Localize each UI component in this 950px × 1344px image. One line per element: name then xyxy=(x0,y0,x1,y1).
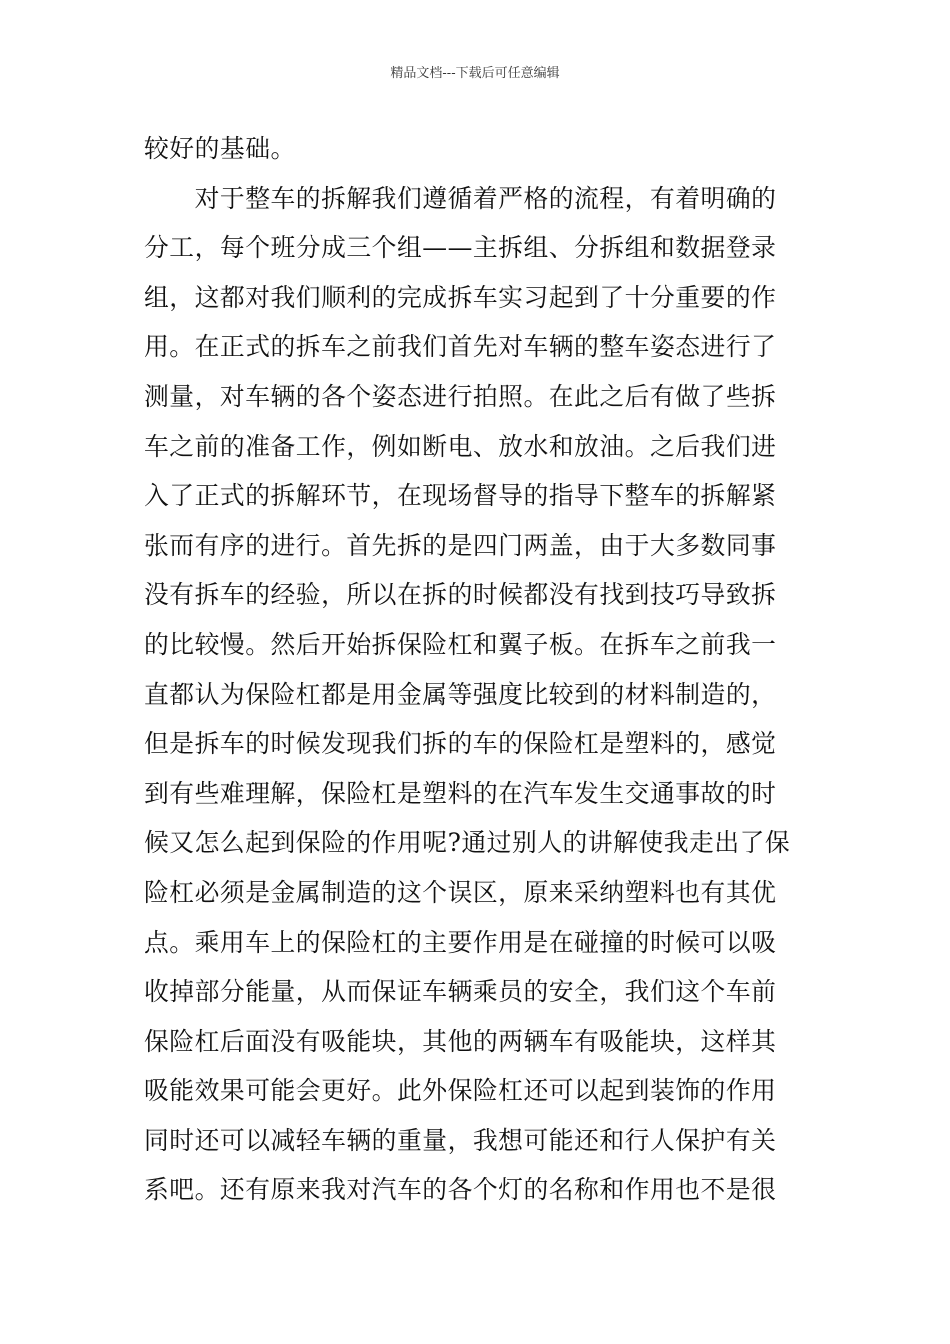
text-line: 组，这都对我们顺利的完成拆车实习起到了十分重要的作 xyxy=(144,282,777,312)
document-body xyxy=(144,124,808,1215)
text-line: 吸能效果可能会更好。此外保险杠还可以起到装饰的作用 xyxy=(144,1076,777,1106)
text-line: 车之前的准备工作，例如断电、放水和放油。之后我们进 xyxy=(144,431,777,461)
text-line: 张而有序的进行。首先拆的是四门两盖，由于大多数同事 xyxy=(144,530,777,560)
text-line: 较好的基础。 xyxy=(144,134,296,163)
text-line: 直都认为保险杠都是用金属等强度比较到的材料制造的， xyxy=(144,679,777,709)
text-line: 对于整车的拆解我们遵循着严格的流程，有着明确的 xyxy=(144,183,777,213)
text-line: 同时还可以减轻车辆的重量，我想可能还和行人保护有关 xyxy=(144,1125,777,1155)
text-line: 候又怎么起到保险的作用呢?通过别人的讲解使我走出了保 xyxy=(144,828,791,858)
text-line: 的比较慢。然后开始拆保险杠和翼子板。在拆车之前我一 xyxy=(144,629,777,659)
text-line: 没有拆车的经验，所以在拆的时候都没有找到技巧导致拆 xyxy=(144,580,777,610)
text-line: 点。乘用车上的保险杠的主要作用是在碰撞的时候可以吸 xyxy=(144,927,777,957)
text-line: 保险杠后面没有吸能块，其他的两辆车有吸能块，这样其 xyxy=(144,1026,777,1056)
text-line: 但是拆车的时候发现我们拆的车的保险杠是塑料的，感觉 xyxy=(144,729,777,759)
text-line: 险杠必须是金属制造的这个误区，原来采纳塑料也有其优 xyxy=(144,877,777,907)
text-line: 入了正式的拆解环节，在现场督导的指导下整车的拆解紧 xyxy=(144,481,777,511)
text-line: 分工，每个班分成三个组——主拆组、分拆组和数据登录 xyxy=(144,233,777,263)
text-line: 到有些难理解，保险杠是塑料的在汽车发生交通事故的时 xyxy=(144,778,777,808)
text-line: 用。在正式的拆车之前我们首先对车辆的整车姿态进行了 xyxy=(144,332,777,362)
text-line: 测量，对车辆的各个姿态进行拍照。在此之后有做了些拆 xyxy=(144,381,777,411)
page-header: 精品文档---下载后可任意编辑 xyxy=(390,66,560,81)
text-line: 收掉部分能量，从而保证车辆乘员的安全，我们这个车前 xyxy=(144,977,777,1007)
text-line: 系吧。还有原来我对汽车的各个灯的名称和作用也不是很 xyxy=(144,1175,777,1205)
